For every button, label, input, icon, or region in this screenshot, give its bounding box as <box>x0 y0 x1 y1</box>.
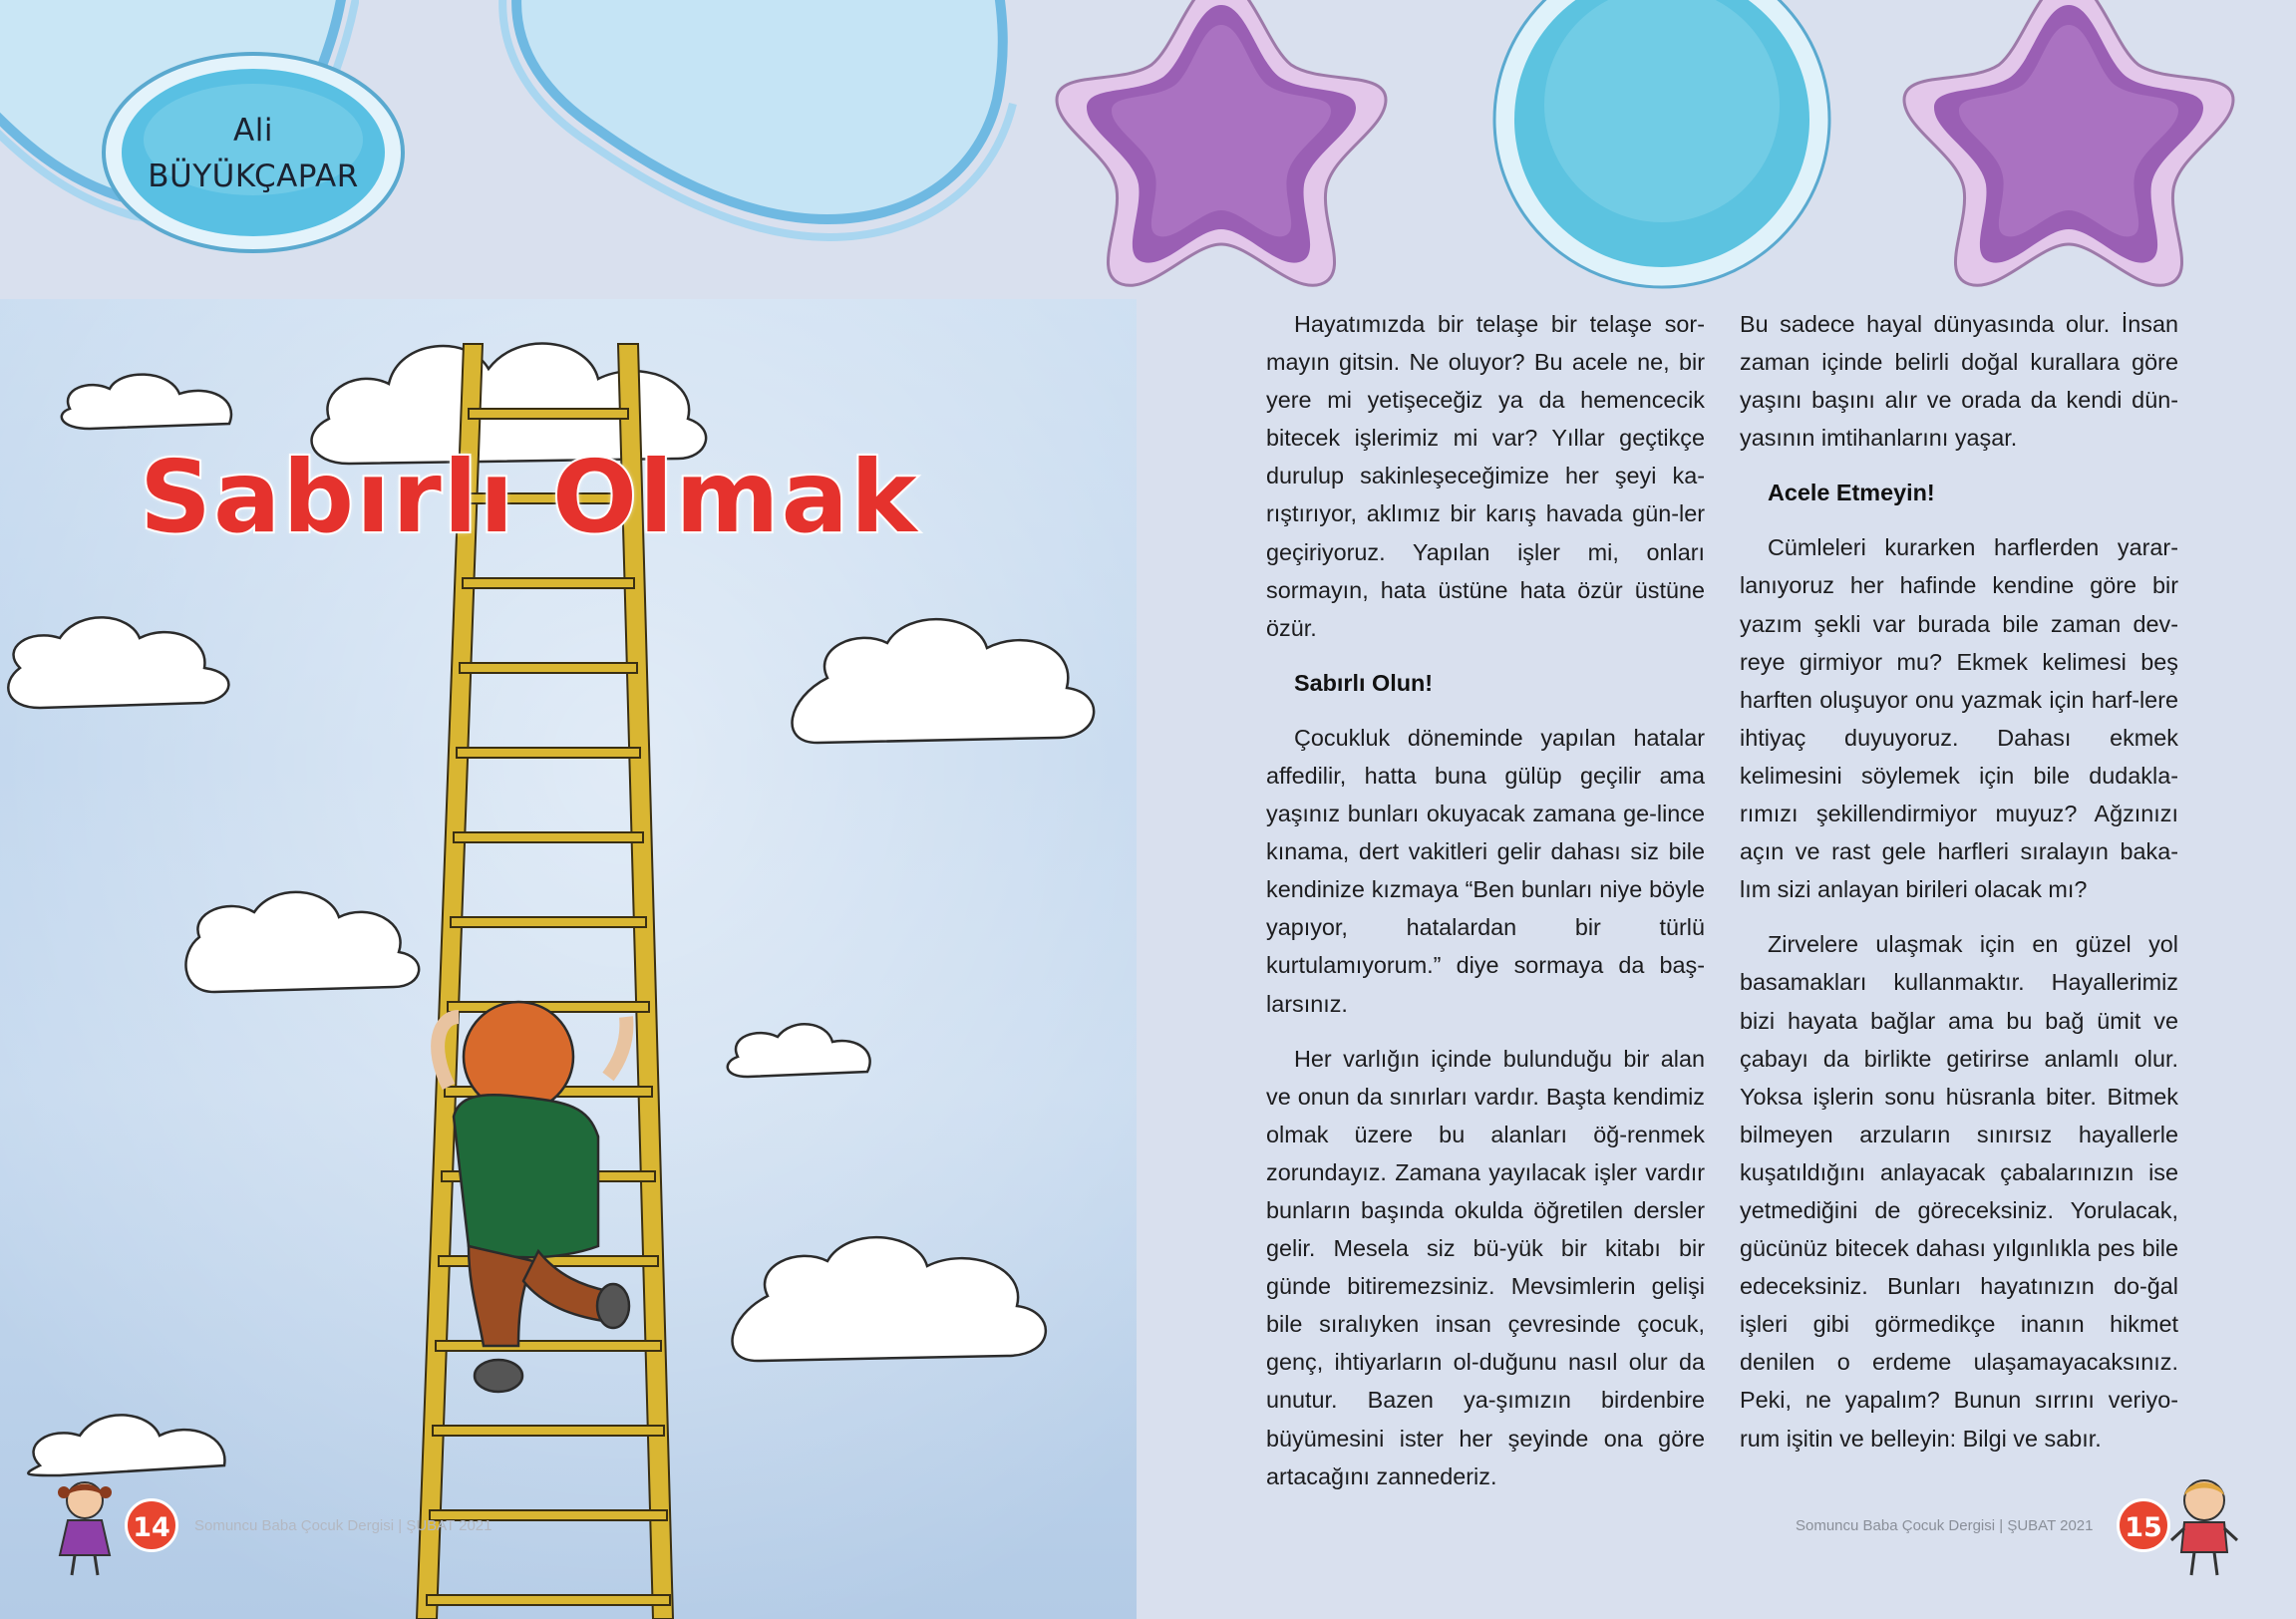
author-badge <box>100 50 407 255</box>
article-title: Sabırlı Olmak <box>140 439 919 555</box>
text-column-right <box>1740 305 2178 1474</box>
section-heading: Acele Etmeyin! <box>1768 480 1935 506</box>
author-name <box>100 108 407 199</box>
paragraph: Cümleleri kurarken harflerden yarar-lanıyoruz her hafinde kendine göre bir yazım şekli var burada bile zaman dev-reye girmiyor mu? Ekmek kelimesi beş harften oluşuyor onu yazmak için harf-lere ihtiyaç duyuyoruz. Dahası ekmek kelimesini söylemek için bile dudakla-rımızı şekillendirmiyor muyuz? Ağzınızı açın ve rast gele harfleri sıralayın baka-lım sizi anlayan birileri olacak mı? <box>1740 534 2178 903</box>
text-column-left <box>1266 305 1705 1512</box>
purple-star-icon <box>1052 0 1391 294</box>
footer-caption-right: Somuncu Baba Çocuk Dergisi | ŞUBAT 2021 <box>1796 1517 2094 1534</box>
boy-mascot-icon <box>2169 1470 2239 1584</box>
author-first-name: Ali <box>233 113 273 149</box>
paragraph: Her varlığın içinde bulunduğu bir alan ve onun da sınırları vardır. Başta kendimiz olmak üzere bu alanları öğ-renmek zorundayız. Zamana yayılacak işler vardır bunların başında okulda öğretilen dersler gelir. Mesela siz bü-yük bir kitabı bir günde bitiremezsiniz. Mevsimlerin gelişi bile sıralıyken insan çevresinde çocuk, genç, ihtiyarların ol-duğunu nasıl olur da unutur. Bazen ya-şımızın birdenbire büyümesini ister her şeyinde ona göre artacağını zannederiz. <box>1266 1045 1705 1489</box>
paragraph: Zirvelere ulaşmak için en güzel yol basamakları kullanmaktır. Hayallerimiz bizi hayata bağlar ama bu bağ ümit ve çabayı da birlikte getirirse anlamlı olur. Yoksa işlerin sonu hüsranla biter. Bitmek bilmeyen arzuların sınırsız hayallerle kuşatıldığını anlayacak çabalarınızın ise yetmediğini de göreceksiniz. Yorulacak, gücünüz bitecek dahası yılgınlıkla pes bile edeceksiniz. Bunları hayatınızın do-ğal işleri gibi görmedikçe inanın hikmet denilen o erdeme ulaşamayacaksınız. Peki, ne yapalım? Bunun sırrını veriyo-rum işitin ve belleyin: Bilgi ve sabır. <box>1740 931 2178 1452</box>
paragraph: Çocukluk döneminde yapılan hatalar affedilir, hatta buna gülüp geçilir ama yaşınız bunları okuyacak zamana ge-lince kınama, dert vakitleri gelir dahası siz bile kendinize kızmaya “Ben bunları niye böyle yapıyor, hatalardan bir türlü kurtulamıyorum.” diye sormaya da baş-larsınız. <box>1266 724 1705 1017</box>
page-number-right: 15 <box>2117 1498 2170 1552</box>
page-number-left: 14 <box>125 1498 178 1552</box>
purple-star-icon-right <box>1899 0 2238 294</box>
footer-caption-left: Somuncu Baba Çocuk Dergisi | ŞUBAT 2021 <box>194 1517 492 1534</box>
paragraph: Bu sadece hayal dünyasında olur. İnsan zaman içinde belirli doğal kurallara göre yaşını başını alır ve orada da kendi dün-yasının imtihanlarını yaşar. <box>1740 311 2178 452</box>
blue-circle-icon <box>1490 0 1834 294</box>
blue-frame-decoration-middle <box>498 0 1017 249</box>
section-heading: Sabırlı Olun! <box>1294 669 1434 696</box>
paragraph: Hayatımızda bir telaşe bir telaşe sor-mayın gitsin. Ne oluyor? Bu acele ne, bir yere mi yetişeceğiz ya da hemencecik bitecek işlerimiz mi var? Yıllar geçtikçe durulup sakinleşeceğimize her şeyi ka-rıştırıyor, aklımız bir karış havada gün-ler geçiriyoruz. Yapılan işler mi, onları sormayın, hata üstüne hata özür üstüne özür. <box>1266 311 1705 641</box>
author-last-name: BÜYÜKÇAPAR <box>148 159 359 194</box>
girl-mascot-icon <box>50 1470 120 1584</box>
